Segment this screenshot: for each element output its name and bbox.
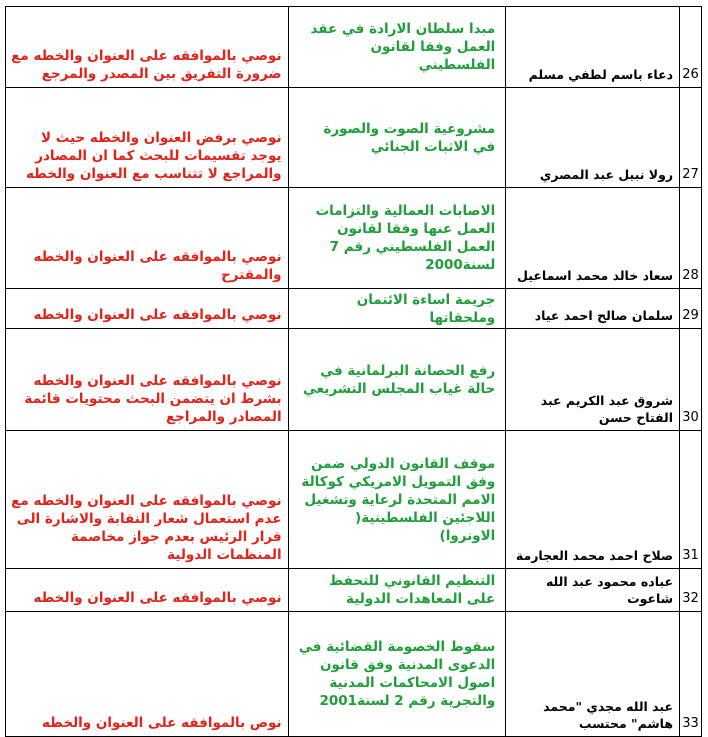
row-number-cell: 30 xyxy=(680,329,702,430)
title-cell: سقوط الخصومة القضائية في الدعوى المدنية وفق قانون اصول الامحاكمات المدنية والتجرية رقم 2 لسنة2001 xyxy=(289,612,507,736)
table-row xyxy=(6,289,702,329)
student-name-cell: عباده محمود عبد الله شاعوت xyxy=(506,569,680,611)
row-number-cell: 28 xyxy=(680,188,702,288)
recommendation-cell: نوصي بالموافقه على العنوان والخطه مع عدم استعمال شعار النقابة والاشارة الى قرار الرئيس بعدم جواز مخاصمة المنظمات الدولية xyxy=(6,431,289,568)
title-cell: موقف القانون الدولي ضمن وفق التمويل الامريكي كوكالة الامم المتحدة لرعاية وتشغيل اللاجئين الفلسطينية( الاونروا) xyxy=(289,431,507,568)
table-row xyxy=(6,431,702,569)
row-number-cell: 33 xyxy=(680,612,702,736)
student-name-cell: سعاد خالد محمد اسماعيل xyxy=(506,188,680,288)
table-row xyxy=(6,7,702,88)
row-number-cell: 26 xyxy=(680,7,702,87)
title-cell: الاصابات العمالية والتزامات العمل عنها وفقا لقانون العمل الفلسطيني رقم 7 لسنة2000 xyxy=(289,188,507,288)
row-number-cell: 31 xyxy=(680,431,702,568)
row-number-cell: 32 xyxy=(680,569,702,611)
title-cell: مبدا سلطان الارادة في عقد العمل وفقا لقانون الفلسطيني xyxy=(289,7,507,87)
title-cell: جريمة اساءة الائتمان وملحقاتها xyxy=(289,289,507,328)
table-row xyxy=(6,188,702,289)
table-row xyxy=(6,612,702,737)
student-name-cell: دعاء باسم لطفي مسلم xyxy=(506,7,680,87)
recommendation-cell: نوصي برفض العنوان والخطه حيث لا يوجد تقسيمات للبحث كما ان المصادر والمراجع لا تتناسب مع العنوان والخطه xyxy=(6,88,289,187)
recommendation-cell: نوص بالموافقه على العنوان والخطه xyxy=(6,612,289,736)
title-cell: التنظيم القانوني للتحفظ على المعاهدات الدولية xyxy=(289,569,507,611)
row-number-cell: 29 xyxy=(680,289,702,328)
row-number-cell: 27 xyxy=(680,88,702,187)
student-name-cell: صلاح احمد محمد العجارمة xyxy=(506,431,680,568)
student-name-cell: سلمان صالح احمد عياد xyxy=(506,289,680,328)
recommendation-cell: نوصي بالموافقه على العنوان والخطه xyxy=(6,569,289,611)
student-name-cell: عبد الله مجدي "محمد هاشم" محتسب xyxy=(506,612,680,736)
recommendation-cell: نوصي بالموافقه على العنوان والخطه والمقترح xyxy=(6,188,289,288)
recommendation-cell: نوصي بالموافقه على العنوان والخطه مع ضرورة التفريق بين المصدر والمرجع xyxy=(6,7,289,87)
student-name-cell: شروق عبد الكريم عبد الفتاح حسن xyxy=(506,329,680,430)
recommendation-cell: نوصي بالموافقه على العنوان والخطه xyxy=(6,289,289,328)
student-name-cell: رولا نبيل عبد المصري xyxy=(506,88,680,187)
proposals-table xyxy=(5,6,702,737)
table-row xyxy=(6,329,702,431)
recommendation-cell: نوصي بالموافقه على العنوان والخطه بشرط ان يتضمن البحث محتويات قائمة المصادر والمراجع xyxy=(6,329,289,430)
title-cell: مشروعية الصوت والصورة في الاثبات الجنائي xyxy=(289,88,507,187)
title-cell: رفع الحصانة البرلمانية في حالة غياب المجلس التشريعي xyxy=(289,329,507,430)
table-row xyxy=(6,569,702,612)
table-row xyxy=(6,88,702,188)
